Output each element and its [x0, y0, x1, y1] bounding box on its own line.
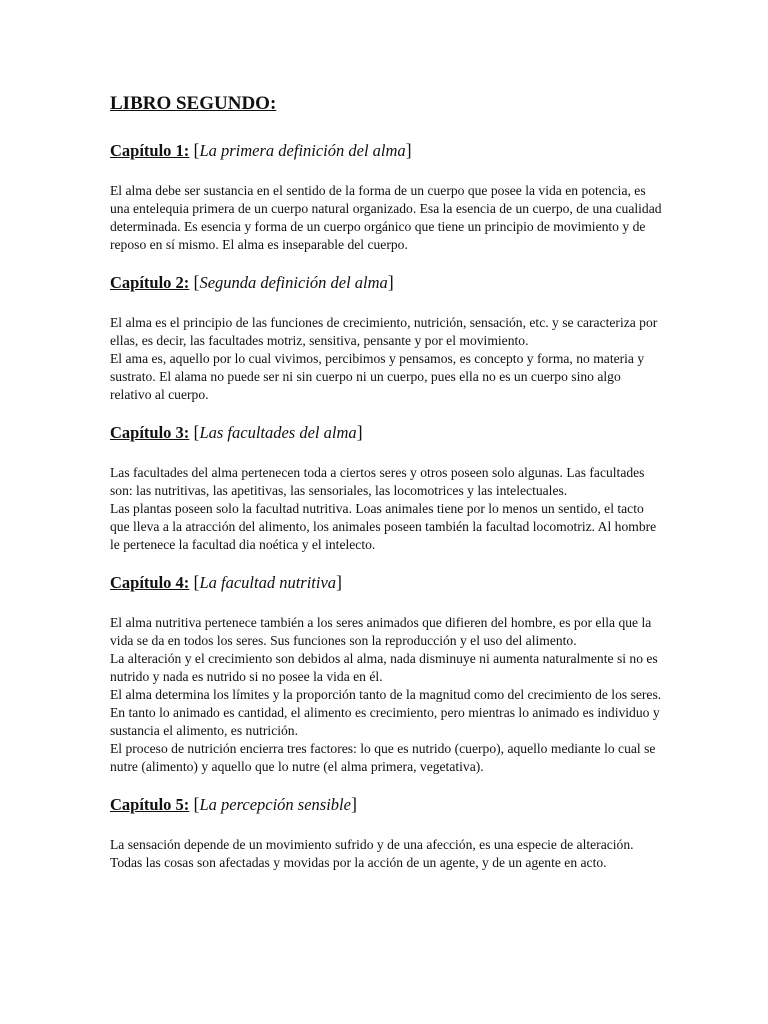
paragraph: La sensación depende de un movimiento sufrido y de una afección, es una especie de alteración. Todas las cosas son afectadas y movidas por la acción de un agente, y de un agente en acto.: [110, 837, 634, 870]
chapter-subtitle: Segunda definición del alma: [199, 273, 388, 292]
chapter-label: Capítulo 2:: [110, 273, 190, 292]
paragraph: En tanto lo animado es cantidad, el alimento es crecimiento, pero mientras lo animado es individuo y sustancia el alimento, es nutrición.: [110, 705, 660, 738]
chapter-subtitle: La percepción sensible: [199, 795, 351, 814]
document-page: [110, 92, 662, 889]
chapter-body: [110, 314, 662, 404]
paragraph: El proceso de nutrición encierra tres factores: lo que es nutrido (cuerpo), aquello mediante lo cual se nutre (alimento) y aquello que lo nutre (el alma primera, vegetativa).: [110, 741, 656, 774]
chapter-heading: Capítulo 2: [Segunda definición del alma]: [110, 272, 394, 292]
chapter-body: [110, 836, 662, 872]
chapter-body: [110, 464, 662, 554]
chapter-label: Capítulo 1:: [110, 141, 190, 160]
paragraph: El alma debe ser sustancia en el sentido de la forma de un cuerpo que posee la vida en potencia, es una entelequia primera de un cuerpo natural organizado. Esa la esencia de un cuerpo, de una cualidad determinada. Es esencia y forma de un cuerpo orgánico que tiene un principio de movimiento y de reposo en sí mismo. El alma es inseparable del cuerpo.: [110, 183, 662, 252]
chapter-1: [110, 139, 662, 254]
chapter-label: Capítulo 5:: [110, 795, 190, 814]
chapter-5: [110, 793, 662, 872]
chapter-subtitle: La primera definición del alma: [199, 141, 406, 160]
chapter-subtitle: La facultad nutritiva: [199, 573, 337, 592]
paragraph: La alteración y el crecimiento son debidos al alma, nada disminuye ni aumenta naturalmente si no es nutrido y nada es nutrido si no posee la vida en él.: [110, 651, 658, 684]
chapter-2: [110, 271, 662, 404]
paragraph: El alma determina los límites y la proporción tanto de la magnitud como del crecimiento de los seres.: [110, 687, 662, 702]
paragraph: Las facultades del alma pertenecen toda a ciertos seres y otros poseen solo algunas. Las facultades son: las nutritivas, las apetitivas, las sensoriales, las locomotrices y las intelectuales.: [110, 465, 645, 498]
chapter-label: Capítulo 3:: [110, 423, 190, 442]
chapter-heading: Capítulo 4: [La facultad nutritiva]: [110, 572, 343, 592]
chapter-heading: Capítulo 3: [Las facultades del alma]: [110, 422, 363, 442]
chapter-4: [110, 571, 662, 776]
chapter-subtitle: Las facultades del alma: [199, 423, 357, 442]
paragraph: Las plantas poseen solo la facultad nutritiva. Loas animales tiene por lo menos un sentido, el tacto que lleva a la atracción del alimento, los animales poseen también la facultad locomotriz. Al hombre le pertenece la facultad dia noética y el intelecto.: [110, 501, 657, 552]
chapter-body: [110, 614, 662, 776]
chapter-heading: Capítulo 1: [La primera definición del alma]: [110, 140, 412, 160]
paragraph: El ama es, aquello por lo cual vivimos, percibimos y pensamos, es concepto y forma, no materia y sustrato. El alama no puede ser ni sin cuerpo ni un cuerpo, pues ella no es un cuerpo sino algo relativo al cuerpo.: [110, 351, 645, 402]
chapter-body: [110, 182, 662, 254]
chapter-3: [110, 421, 662, 554]
chapter-label: Capítulo 4:: [110, 573, 190, 592]
chapter-heading: Capítulo 5: [La percepción sensible]: [110, 794, 357, 814]
paragraph: El alma nutritiva pertenece también a los seres animados que difieren del hombre, es por ella que la vida se da en todos los seres. Sus funciones son la reproducción y el uso del alimento.: [110, 615, 652, 648]
book-title: LIBRO SEGUNDO:: [110, 93, 277, 114]
paragraph: El alma es el principio de las funciones de crecimiento, nutrición, sensación, etc. y se caracteriza por ellas, es decir, las facultades motriz, sensitiva, pensante y por el movimiento.: [110, 315, 658, 348]
